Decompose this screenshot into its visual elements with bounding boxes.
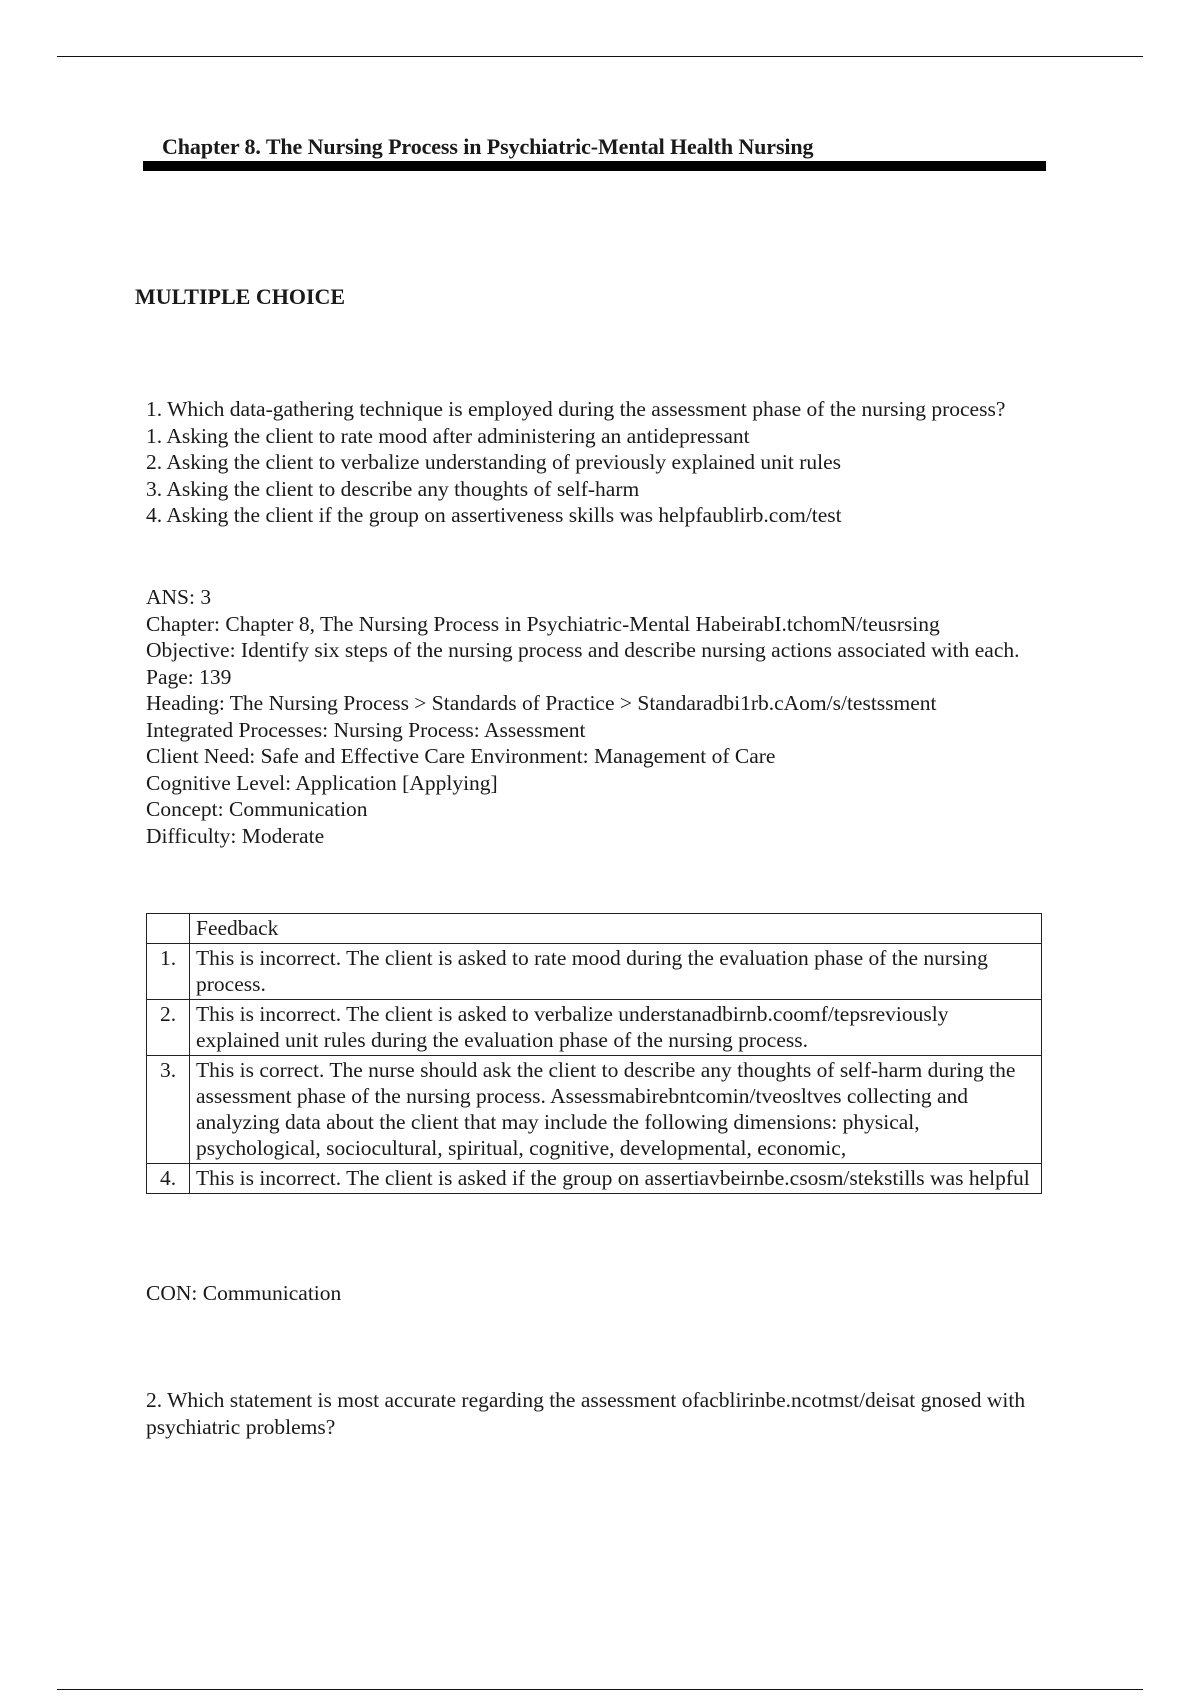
question-1-metadata (146, 584, 1046, 849)
question-1 (146, 396, 1046, 529)
question-1-con: CON: Communication (146, 1281, 342, 1305)
feedback-row-text: This is correct. The nurse should ask the client to describe any thoughts of self-harm during the assessment phase of the nursing process. Assessmabirebntcomin/tveosltves collecting and analyzing data about the client that may include the following dimensions: physical, psychological, sociocultural, spiritual, cognitive, developmental, economic, (190, 1056, 1042, 1164)
feedback-header-empty-cell (147, 914, 190, 944)
feedback-table (146, 913, 1042, 1194)
question-1-option-3: 3. Asking the client to describe any thoughts of self-harm (146, 476, 640, 501)
meta-page: Page: 139 (146, 664, 232, 689)
question-1-option-1: 1. Asking the client to rate mood after administering an antidepressant (146, 423, 750, 448)
feedback-row-number: 1. (147, 944, 190, 1000)
question-2-stem: 2. Which statement is most accurate regarding the assessment ofacblirinbe.ncotmst/deisat gnosed with psychiatric problems? (146, 1388, 1026, 1439)
chapter-title: Chapter 8. The Nursing Process in Psychiatric-Mental Health Nursing (162, 134, 814, 159)
meta-client-need: Client Need: Safe and Effective Care Environment: Management of Care (146, 744, 776, 768)
feedback-header: Feedback (190, 914, 1042, 944)
feedback-row-number: 2. (147, 1000, 190, 1056)
question-1-option-4: 4. Asking the client if the group on assertiveness skills was helpfaublirb.com/test (146, 503, 842, 527)
table-row (147, 1056, 1042, 1164)
table-row (147, 944, 1042, 1000)
meta-integrated-processes: Integrated Processes: Nursing Process: Assessment (146, 717, 586, 742)
meta-cognitive-level: Cognitive Level: Application [Applying] (146, 770, 498, 795)
top-rule (57, 56, 1143, 57)
feedback-row-text: This is incorrect. The client is asked to rate mood during the evaluation phase of the nursing process. (190, 944, 1042, 1000)
bottom-rule (57, 1689, 1143, 1690)
answer-key: ANS: 3 (146, 585, 212, 609)
section-heading: MULTIPLE CHOICE (135, 284, 346, 309)
feedback-row-number: 3. (147, 1056, 190, 1164)
feedback-row-text: This is incorrect. The client is asked if the group on assertiavbeirnbe.csosm/stekstills was helpful (190, 1164, 1042, 1194)
question-1-stem: 1. Which data-gathering technique is employed during the assessment phase of the nursing process? (146, 397, 1006, 421)
question-2 (146, 1387, 1046, 1440)
question-1-option-2: 2. Asking the client to verbalize understanding of previously explained unit rules (146, 450, 842, 474)
meta-objective: Objective: Identify six steps of the nursing process and describe nursing actions associated with each. (146, 638, 1020, 662)
table-row (147, 1000, 1042, 1056)
title-underline-bar (143, 161, 1046, 171)
table-row (147, 1164, 1042, 1194)
feedback-row-text: This is incorrect. The client is asked to verbalize understanadbirnb.coomf/tepsreviously explained unit rules during the evaluation phase of the nursing process. (190, 1000, 1042, 1056)
feedback-header-row (147, 914, 1042, 944)
meta-chapter: Chapter: Chapter 8, The Nursing Process in Psychiatric-Mental HabeirabI.tchomN/teusrsing (146, 611, 940, 636)
meta-concept: Concept: Communication (146, 797, 368, 821)
feedback-row-number: 4. (147, 1164, 190, 1194)
meta-difficulty: Difficulty: Moderate (146, 823, 325, 848)
meta-heading: Heading: The Nursing Process > Standards of Practice > Standaradbi1rb.cAom/s/testssment (146, 691, 937, 715)
